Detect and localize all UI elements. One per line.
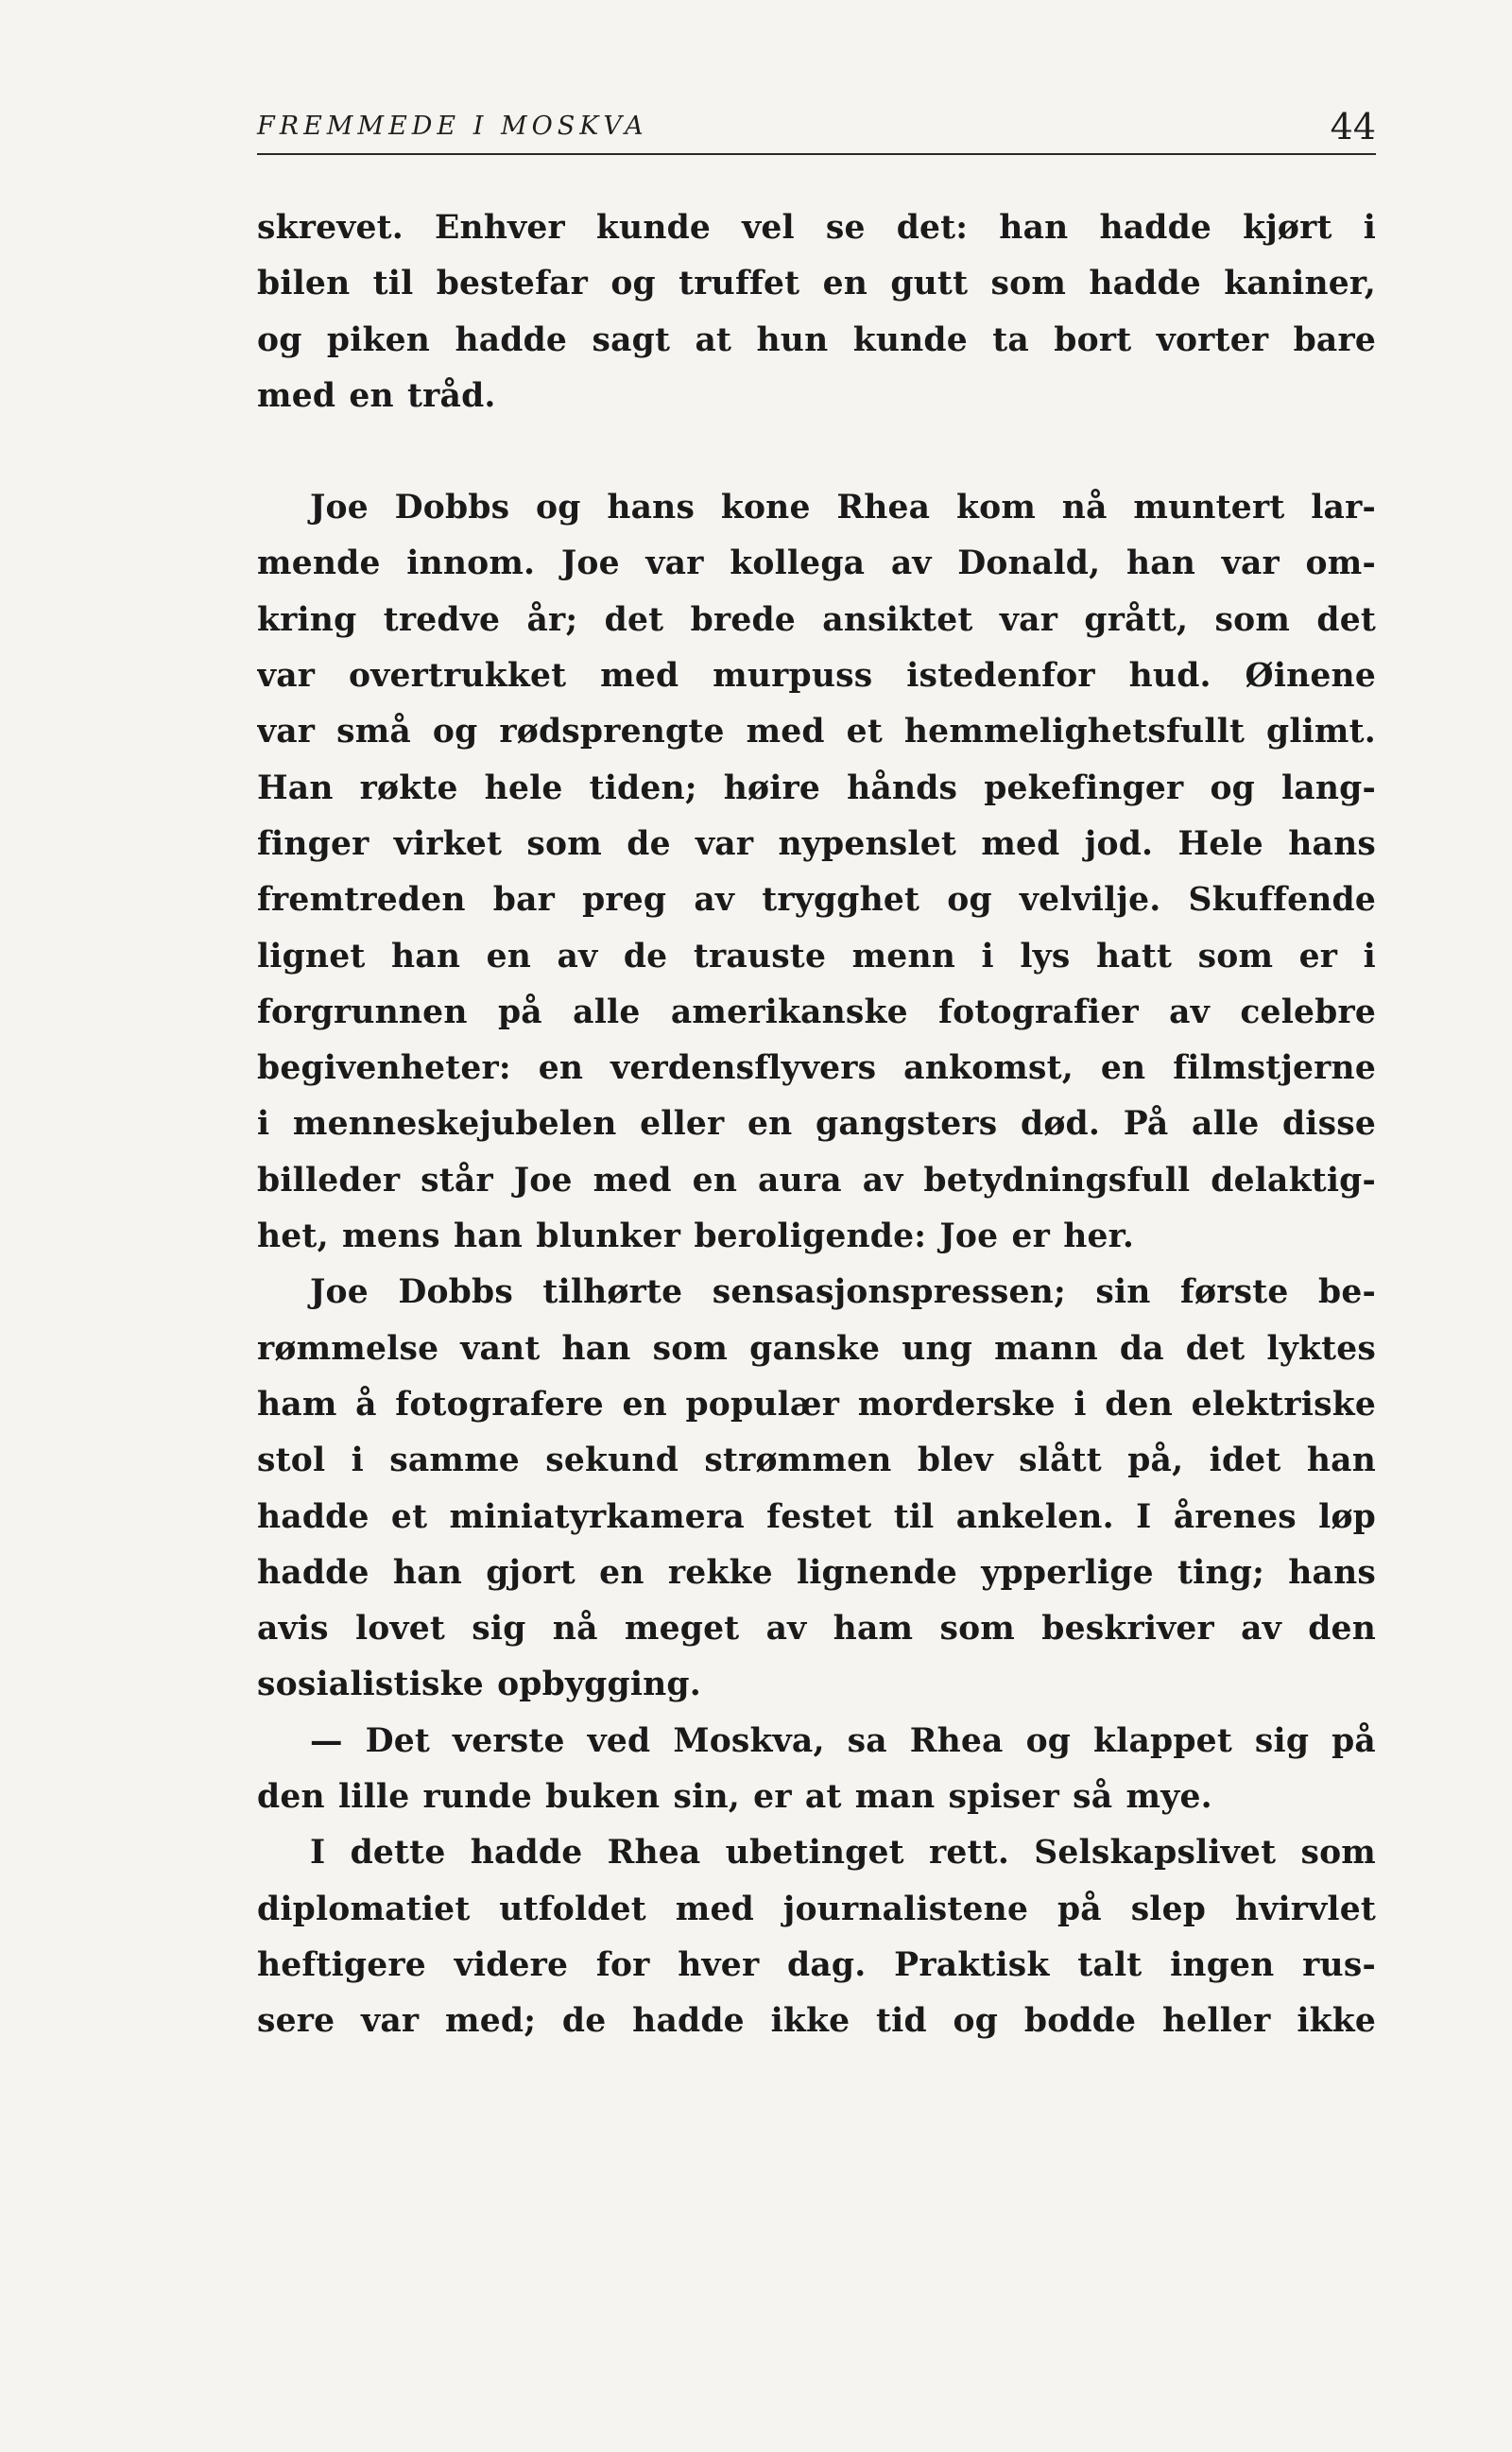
text-line: heftigere videre for hver dag. Praktisk talt ingen rus- (257, 1945, 1376, 1984)
text-line: ham å fotografere en populær morderske i den elektriske (257, 1385, 1376, 1424)
running-title: FREMMEDE I MOSKVA (257, 112, 648, 141)
section-break (257, 424, 1376, 480)
text-line: var overtrukket med murpuss istedenfor hud. Øinene (257, 657, 1376, 696)
text-line: bilen til bestefar og truffet en gutt som hadde kaniner, (257, 265, 1376, 303)
text-line: avis lovet sig nå meget av ham som beskriver av den (257, 1610, 1376, 1649)
text-line: fremtreden bar preg av trygghet og velvilje. Skuffende (257, 881, 1376, 920)
text-line: Joe Dobbs tilhørte sensasjonspressen; sin første be- (310, 1273, 1376, 1312)
text-line: I dette hadde Rhea ubetinget rett. Selskapslivet som (310, 1834, 1376, 1873)
text-line: med en tråd. (257, 376, 496, 415)
text-line: mende innom. Joe var kollega av Donald, han var om- (257, 544, 1376, 583)
text-line: sere var med; de hadde ikke tid og bodde heller ikke (257, 2002, 1376, 2041)
text-line: hadde han gjort en rekke lignende ypperlige ting; hans (257, 1553, 1376, 1592)
text-line: og piken hadde sagt at hun kunde ta bort vorter bare (257, 320, 1376, 359)
text-line: Joe Dobbs og hans kone Rhea kom nå muntert lar- (310, 489, 1376, 527)
page-header (257, 104, 1376, 155)
text-line: hadde et miniatyrkamera festet til ankelen. I årenes løp (257, 1497, 1376, 1536)
text-line: var små og rødsprengte med et hemmelighetsfullt glimt. (257, 713, 1376, 751)
text-line: kring tredve år; det brede ansiktet var grått, som det (257, 600, 1376, 639)
text-line: het, mens han blunker beroligende: Joe er her. (257, 1217, 1135, 1256)
text-line: skrevet. Enhver kunde vel se det: han hadde kjørt i (257, 209, 1376, 247)
text-line: Han røkte hele tiden; høire hånds pekefinger og lang- (257, 768, 1376, 807)
body-text (257, 200, 1376, 2050)
text-line: billeder står Joe med en aura av betydningsfull delaktig- (257, 1161, 1376, 1200)
text-line: den lille runde buken sin, er at man spiser så mye. (257, 1778, 1212, 1817)
text-line: lignet han en av de trauste menn i lys hatt som er i (257, 937, 1376, 976)
text-line: diplomatiet utfoldet med journalistene på slep hvirvlet (257, 1890, 1376, 1928)
text-line: sosialistiske opbygging. (257, 1666, 701, 1704)
text-line: finger virket som de var nypenslet med jod. Hele hans (257, 824, 1376, 863)
text-line: stol i samme sekund strømmen blev slått på, idet han (257, 1442, 1376, 1480)
text-line: i menneskejubelen eller en gangsters død. På alle disse (257, 1105, 1376, 1144)
text-line: begivenheter: en verdensflyvers ankomst, en filmstjerne (257, 1049, 1376, 1088)
text-line: — Det verste ved Moskva, sa Rhea og klappet sig på (310, 1721, 1376, 1760)
page-number: 44 (1330, 106, 1376, 147)
text-line: rømmelse vant han som ganske ung mann da det lyktes (257, 1329, 1376, 1368)
text-line: forgrunnen på alle amerikanske fotografier av celebre (257, 993, 1376, 1031)
